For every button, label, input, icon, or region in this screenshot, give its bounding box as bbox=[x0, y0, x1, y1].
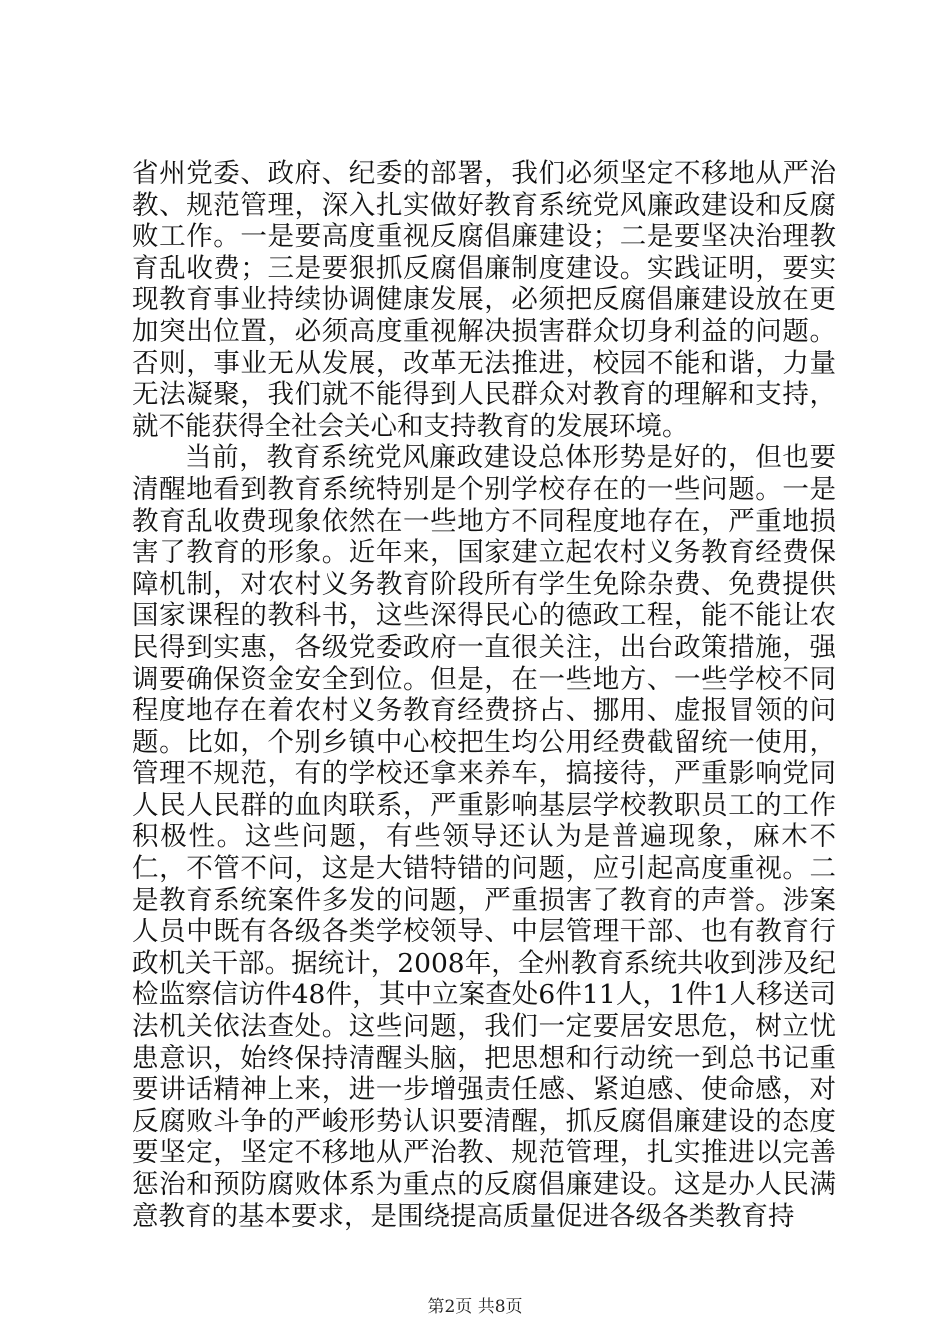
paragraph-2: 当前，教育系统党风廉政建设总体形势是好的，但也要清醒地看到教育系统特别是个别学校存在的一些问题。一是教育乱收费现象依然在一些地方不同程度地存在，严重地损害了教育的形象。近年来，国家建立起农村义务教育经费保障机制，对农村义务教育阶段所有学生免除杂费、免费提供国家课程的教科书，这些深得民心的德政工程，能不能让农民得到实惠，各级党委政府一直很关注，出台政策措施，强调要确保资金安全到位。但是，在一些地方、一些学校不同程度地存在着农村义务教育经费挤占、挪用、虚报冒领的问题。比如，个别乡镇中心校把生均公用经费截留统一使用，管理不规范，有的学校还拿来养车，搞接待，严重影响党同人民人民群的血肉联系，严重影响基层学校教职员工的工作积极性。这些问题，有些领导还认为是普遍现象，麻木不仁，不管不问，这是大错特错的问题，应引起高度重视。二是教育系统案件多发的问题，严重损害了教育的声誉。涉案人员中既有各级各类学校领导、中层管理干部、也有教育行政机关干部。据统计，2008年，全州教育系统共收到涉及纪检监察信访件48件，其中立案查处6件11人，1件1人移送司法机关依法查处。这些问题，我们一定要居安思危，树立忧患意识，始终保持清醒头脑，把思想和行动统一到总书记重要讲话精神上来，进一步增强责任感、紧迫感、使命感，对反腐败斗争的严峻形势认识要清醒，抓反腐倡廉建设的态度要坚定，坚定不移地从严治教、规范管理，扎实推进以完善惩治和预防腐败体系为重点的反腐倡廉建设。这是办人民满意教育的基本要求，是围绕提高质量促进各级各类教育持 bbox=[132, 442, 836, 1232]
page-number-footer: 第2页 共8页 bbox=[427, 1297, 523, 1317]
document-body bbox=[132, 158, 836, 1232]
paragraph-1: 省州党委、政府、纪委的部署，我们必须坚定不移地从严治教、规范管理，深入扎实做好教育系统党风廉政建设和反腐败工作。一是要高度重视反腐倡廉建设；二是要坚决治理教育乱收费；三是要狠抓反腐倡廉制度建设。实践证明，要实现教育事业持续协调健康发展，必须把反腐倡廉建设放在更加突出位置，必须高度重视解决损害群众切身利益的问题。否则，事业无从发展，改革无法推进，校园不能和谐，力量无法凝聚，我们就不能得到人民群众对教育的理解和支持，就不能获得全社会关心和支持教育的发展环境。 bbox=[132, 158, 836, 442]
